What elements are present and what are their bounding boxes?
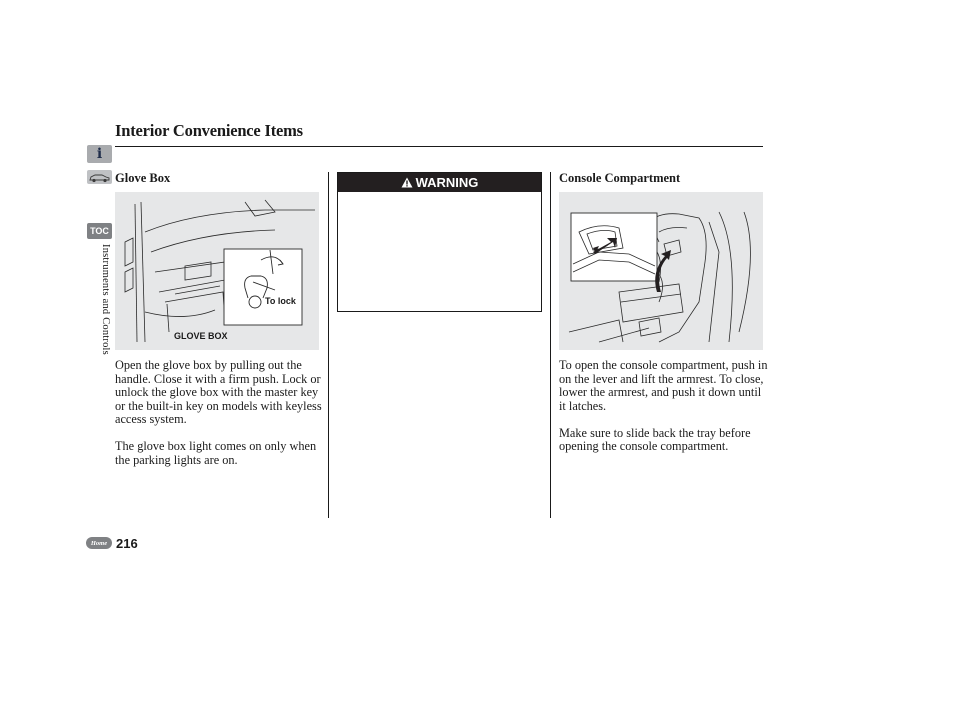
console-heading: Console Compartment xyxy=(559,171,681,185)
warning-header xyxy=(338,173,541,192)
column-divider xyxy=(550,172,551,518)
car-icon[interactable] xyxy=(87,170,112,184)
console-paragraph: Make sure to slide back the tray before opening the console compartment. xyxy=(559,425,751,453)
console-text xyxy=(559,359,769,467)
glove-box-callout: GLOVE BOX xyxy=(174,331,228,341)
console-paragraph: To open the console compartment, push in on the lever and lift the armrest. To close, lower the armrest, and push it down until it latches. xyxy=(559,358,768,413)
section-tab-label: Instruments and Controls xyxy=(100,244,111,355)
column-divider xyxy=(328,172,329,518)
console-illustration xyxy=(559,192,763,350)
glove-box-paragraph: Open the glove box by pulling out the handle. Close it with a firm push. Lock or unlock the glove box with the master key or the built-in key on models with keyless access system. xyxy=(115,358,322,426)
page-number: 216 xyxy=(116,536,138,551)
glove-box-text xyxy=(115,359,325,481)
console-drawing xyxy=(559,192,763,350)
toc-button[interactable]: TOC xyxy=(87,223,112,239)
title-rule xyxy=(115,146,763,147)
glove-box-paragraph: The glove box light comes on only when the parking lights are on. xyxy=(115,439,317,467)
page-title: Interior Convenience Items xyxy=(115,121,303,140)
glove-box-heading: Glove Box xyxy=(115,171,171,185)
warning-box xyxy=(337,172,542,312)
to-lock-callout: To lock xyxy=(265,296,296,306)
info-icon-glyph: i xyxy=(96,146,103,162)
glove-box-drawing xyxy=(115,192,319,350)
home-button[interactable]: Home xyxy=(86,537,112,549)
warning-triangle-icon xyxy=(401,177,413,188)
info-icon[interactable] xyxy=(87,145,112,163)
warning-label: WARNING xyxy=(415,175,479,190)
glove-box-illustration xyxy=(115,192,319,350)
